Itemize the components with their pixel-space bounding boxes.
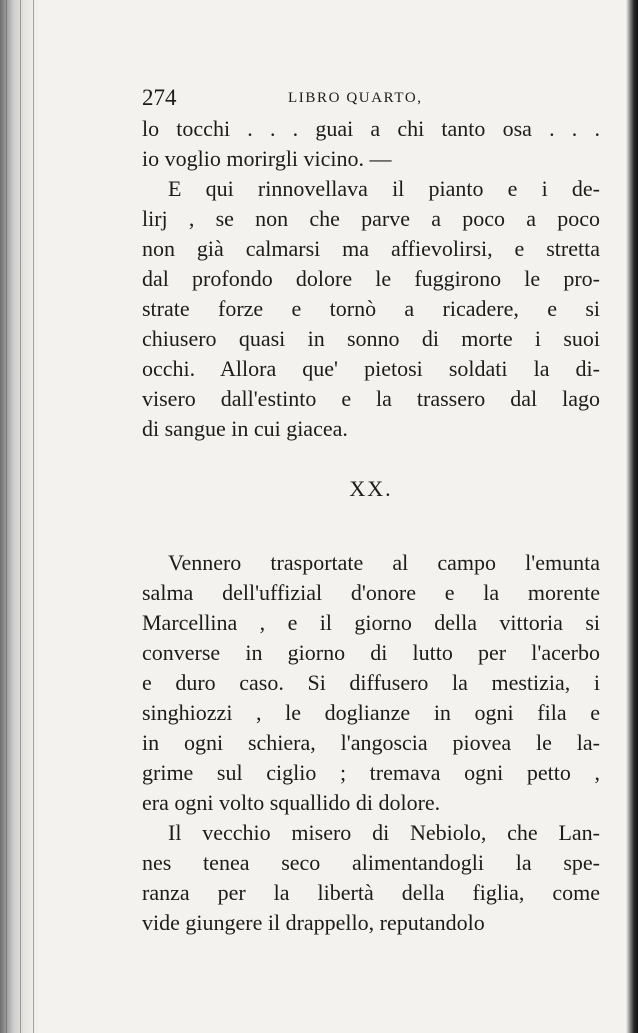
text-line: non già calmarsi ma affievolirsi, e stretta [142, 236, 600, 261]
text-line: ranza per la libertà della figlia, come [142, 880, 600, 905]
gutter-shadow-line [6, 0, 7, 1033]
page-edge [626, 0, 638, 1033]
text-line: grime sul ciglio ; tremava ogni petto , [142, 760, 600, 785]
text-line: Vennero trasportate al campo l'emunta [168, 550, 600, 575]
text-line: e duro caso. Si diffusero la mestizia, i [142, 670, 600, 695]
text-line: E qui rinnovellava il pianto e i de- [168, 176, 600, 201]
text-line: singhiozzi , le doglianze in ogni fila e [142, 700, 600, 725]
text-line: salma dell'uffizial d'onore e la morente [142, 580, 600, 605]
body-text-after [142, 548, 600, 938]
text-line: era ogni volto squallido di dolore. [142, 790, 441, 815]
paragraph [142, 818, 600, 938]
page-number: 274 [142, 85, 177, 110]
paragraph [142, 548, 600, 818]
paragraph [142, 174, 600, 444]
text-line: Il vecchio misero di Nebiolo, che Lan- [168, 820, 600, 845]
text-line: visero dall'estinto e la trassero dal lago [142, 386, 600, 411]
body-text-before [142, 114, 600, 444]
text-line: dal profondo dolore le fuggirono le pro- [142, 266, 600, 291]
text-line: strate forze e tornò a ricadere, e si [142, 296, 600, 321]
text-line: in ogni schiera, l'angoscia piovea le la- [142, 730, 600, 755]
text-line: chiusero quasi in sonno di morte i suoi [142, 326, 600, 351]
text-line: nes tenea seco alimentandogli la spe- [142, 850, 600, 875]
gutter-shadow-line [20, 0, 21, 1033]
text-line: io voglio morirgli vicino. — [142, 146, 392, 171]
paragraph [142, 114, 600, 174]
running-title: LIBRO QUARTO, [288, 90, 423, 106]
running-head [142, 82, 600, 114]
text-block [142, 82, 600, 938]
text-line: lirj , se non che parve a poco a poco [142, 206, 600, 231]
text-line: vide giungere il drappello, reputandolo [142, 910, 485, 935]
chapter-heading: XX. [349, 476, 393, 501]
text-line: lo tocchi . . . guai a chi tanto osa . . . [142, 116, 600, 141]
text-line: occhi. Allora que' pietosi soldati la di- [142, 356, 600, 381]
text-line: converse in giorno di lutto per l'acerbo [142, 640, 600, 665]
text-line: Marcellina , e il giorno della vittoria si [142, 610, 600, 635]
text-line: di sangue in cui giacea. [142, 416, 348, 441]
gutter-shadow-line [33, 0, 34, 1033]
